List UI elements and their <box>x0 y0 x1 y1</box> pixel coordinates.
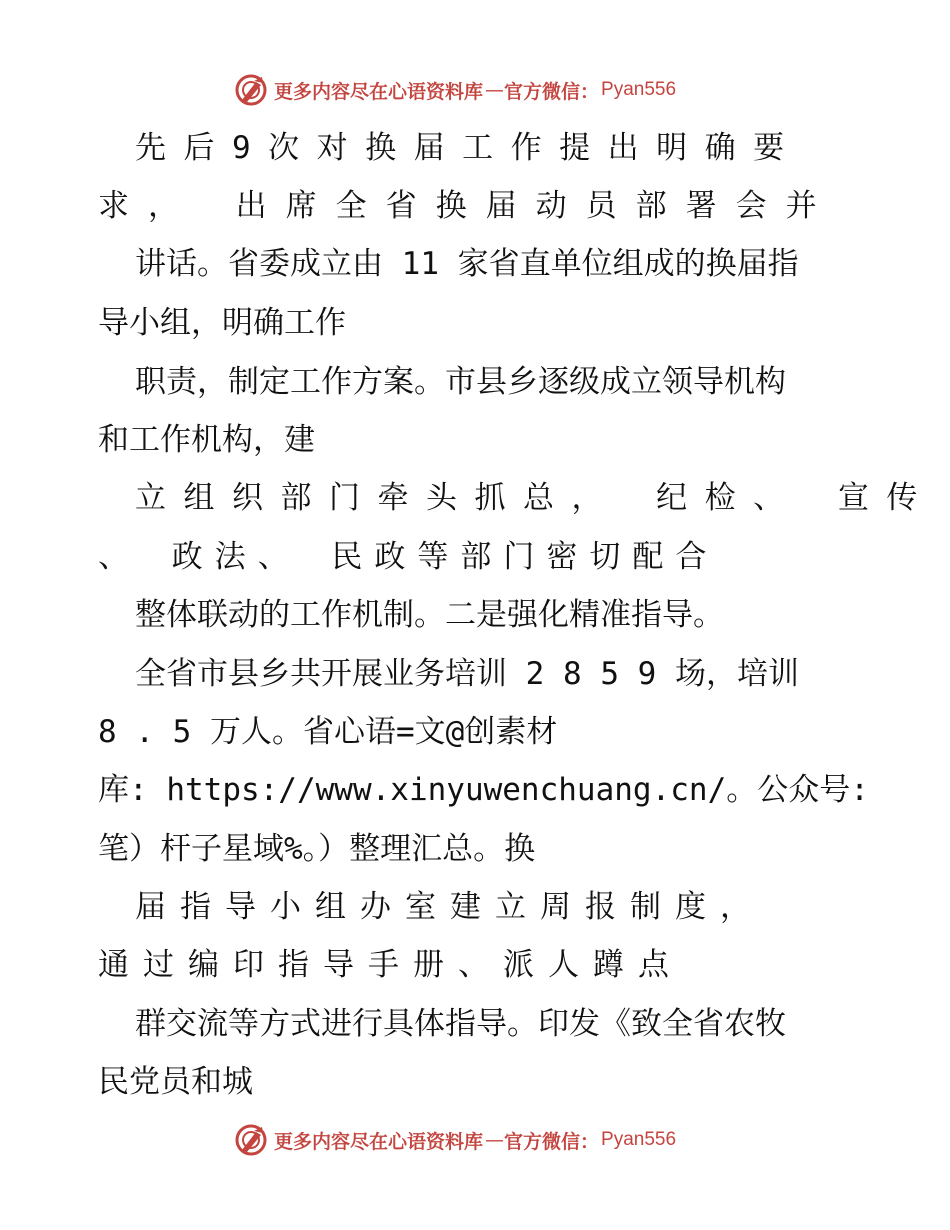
wechat-label: 官方微信： <box>504 1130 600 1153</box>
body-line-6: 和工作机构，建 <box>98 422 315 458</box>
brand-logo-icon <box>234 73 268 107</box>
wechat-label: 官方微信： <box>504 80 600 103</box>
body-line-7: 立组织部门牵头抓总， 纪检、 宣传 <box>135 480 935 516</box>
body-line-1: 先后9次对换届工作提出明确要 <box>135 130 802 166</box>
banner-separator: — <box>485 1129 503 1151</box>
body-line-14: 届指导小组办室建立周报制度， <box>135 889 765 925</box>
brand-text: 更多内容尽在心语资料库 <box>274 1130 484 1153</box>
body-line-4: 导小组，明确工作 <box>98 305 346 341</box>
wechat-id: Pyan556 <box>601 1129 677 1150</box>
footer-banner <box>234 1122 676 1158</box>
body-line-5: 职责，制定工作方案。市县乡逐级成立领导机构 <box>135 364 786 400</box>
body-line-15: 通过编印指导手册、派人蹲点 <box>98 947 683 983</box>
body-line-8: 、 政法、 民政等部门密切配合 <box>98 539 719 575</box>
wechat-id: Pyan556 <box>601 79 677 100</box>
brand-text: 更多内容尽在心语资料库 <box>274 80 484 103</box>
header-banner <box>234 72 676 108</box>
body-line-13: 笔）杆子星域%。）整理汇总。换 <box>98 831 536 867</box>
body-line-12: 库: https://www.xinyuwenchuang.cn/。公众号: <box>98 772 869 808</box>
body-line-11: 8 . 5 万人。省心语=文@创素材 <box>98 714 558 750</box>
body-line-3: 讲话。省委成立由 11 家省直单位组成的换届指 <box>135 246 799 282</box>
body-line-10: 全省市县乡共开展业务培训 2 8 5 9 场，培训 <box>135 656 799 692</box>
body-line-2: 求， 出席全省换届动员部署会并 <box>98 188 836 224</box>
brand-logo-icon <box>234 1123 268 1157</box>
body-line-9: 整体联动的工作机制。二是强化精准指导。 <box>135 597 724 633</box>
banner-separator: — <box>485 79 503 101</box>
body-line-17: 民党员和城 <box>98 1064 253 1100</box>
body-line-16: 群交流等方式进行具体指导。印发《致全省农牧 <box>135 1006 786 1042</box>
